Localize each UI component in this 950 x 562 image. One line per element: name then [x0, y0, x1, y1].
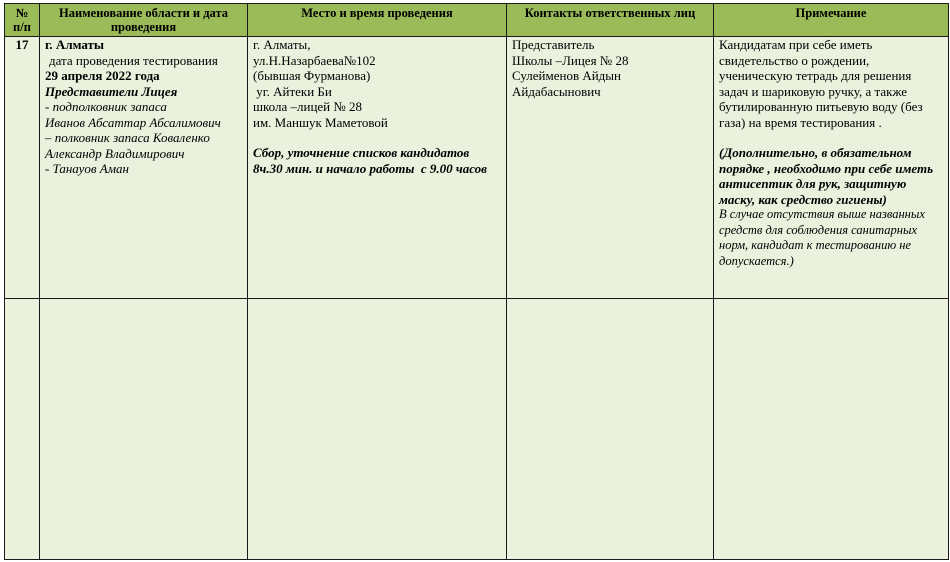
- note-cell: [714, 37, 949, 299]
- place-cell: [248, 37, 507, 299]
- table-header: [5, 4, 949, 37]
- note-requirements: Кандидатам при себе иметь свидетельство о рождении, ученическую тетрадь для решения задач и шариковую ручку, а также бутилированную питьевую воду (без газа) на время тестирования .: [719, 37, 923, 130]
- area-cell: [40, 37, 248, 299]
- place-line-1: г. Алматы,: [253, 37, 311, 52]
- place-time-1: Сбор, уточнение списков кандидатов: [253, 145, 470, 160]
- area-reps-title: Представители Лицея: [45, 83, 178, 99]
- place-line-6: им. Маншук Маметовой: [253, 114, 388, 130]
- row-number: 17: [5, 37, 40, 299]
- contacts-line-1: Представитель: [512, 37, 595, 52]
- area-rep2-rank: – полковник запаса Коваленко: [45, 130, 210, 145]
- place-line-2: ул.Н.Назарбаева№102: [253, 52, 376, 68]
- empty-cell-num: [5, 299, 40, 560]
- place-line-5: школа –лицей № 28: [253, 99, 363, 114]
- area-city: г. Алматы: [45, 37, 105, 52]
- note-admission: В случае отсутствия выше названных средств для соблюдения санитарных норм, кандидат к тестированию не допускается.): [719, 207, 925, 268]
- header-area: Наименование области и дата проведения: [40, 4, 248, 37]
- table-row: [5, 37, 949, 299]
- empty-cell-place: [248, 299, 507, 560]
- area-rep3: - Танауов Аман: [45, 161, 129, 176]
- contacts-cell: [507, 37, 714, 299]
- place-line-4: уг. Айтеки Би: [253, 83, 332, 99]
- area-rep1-name: Иванов Абсаттар Абсалимович: [45, 114, 221, 130]
- contacts-line-2: Школы –Лицея № 28: [512, 52, 629, 68]
- header-row: [5, 4, 949, 37]
- header-place: Место и время проведения: [248, 4, 507, 37]
- contacts-line-4: Айдабасынович: [512, 83, 601, 99]
- note-spacer: [719, 130, 943, 145]
- header-contacts: Контакты ответственных лиц: [507, 4, 714, 37]
- place-time-2: 8ч.30 мин. и начало работы с 9.00 часов: [253, 160, 487, 176]
- empty-cell-contacts: [507, 299, 714, 560]
- contacts-line-3: Сулейменов Айдын: [512, 68, 621, 83]
- header-note: Примечание: [714, 4, 949, 37]
- place-spacer: [253, 130, 501, 145]
- area-date-text: дата проведения тестирования: [49, 52, 218, 68]
- note-hygiene: (Дополнительно, в обязательном порядке , необходимо при себе иметь антисептик для рук, защитную маску, как средство гигиены): [719, 145, 934, 207]
- empty-cell-note: [714, 299, 949, 560]
- area-date: 29 апреля 2022 года: [45, 68, 160, 83]
- table-row-empty: [5, 299, 949, 560]
- area-rep1-rank: - подполковник запаса: [45, 99, 167, 114]
- area-rep2-name: Александр Владимирович: [45, 145, 185, 161]
- place-line-3: (бывшая Фурманова): [253, 68, 371, 83]
- header-num: № п/п: [5, 4, 40, 37]
- empty-cell-area: [40, 299, 248, 560]
- schedule-table: [4, 3, 949, 560]
- table-body: [5, 37, 949, 560]
